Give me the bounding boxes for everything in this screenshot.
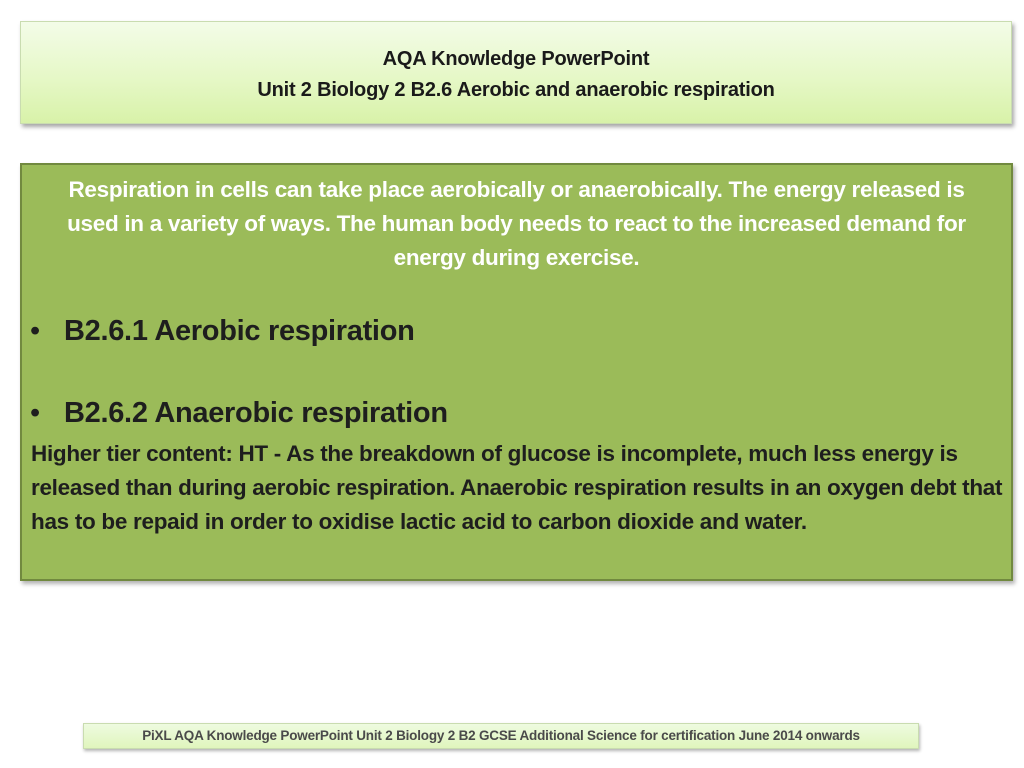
- higher-tier-text: Higher tier content: HT - As the breakdown of glucose is incomplete, much less energy is released than during aerobic respiration. Anaerobic respiration results in an oxygen debt that has to be repaid in order to oxidise lactic acid to carbon dioxide and water.: [31, 441, 1003, 534]
- bullet-anaerobic: [30, 397, 448, 430]
- bullet-marker: •: [30, 315, 40, 347]
- slide-subtitle: Unit 2 Biology 2 B2.6 Aerobic and anaerobic respiration: [257, 79, 775, 101]
- title-box: [20, 21, 1012, 124]
- content-box: [20, 163, 1013, 581]
- intro-text: Respiration in cells can take place aerobically or anaerobically. The energy released is used in a variety of ways. The human body needs to react to the increased demand for energy during exercise.: [67, 177, 966, 270]
- bullet-label: B2.6.2 Anaerobic respiration: [64, 397, 448, 429]
- bullet-label: B2.6.1 Aerobic respiration: [64, 315, 415, 347]
- footer: PiXL AQA Knowledge PowerPoint Unit 2 Biology 2 B2 GCSE Additional Science for certification June 2014 onwards: [83, 723, 919, 749]
- slide-title: AQA Knowledge PowerPoint: [382, 48, 650, 70]
- bullet-marker: •: [30, 397, 40, 429]
- bullet-aerobic: [30, 315, 415, 348]
